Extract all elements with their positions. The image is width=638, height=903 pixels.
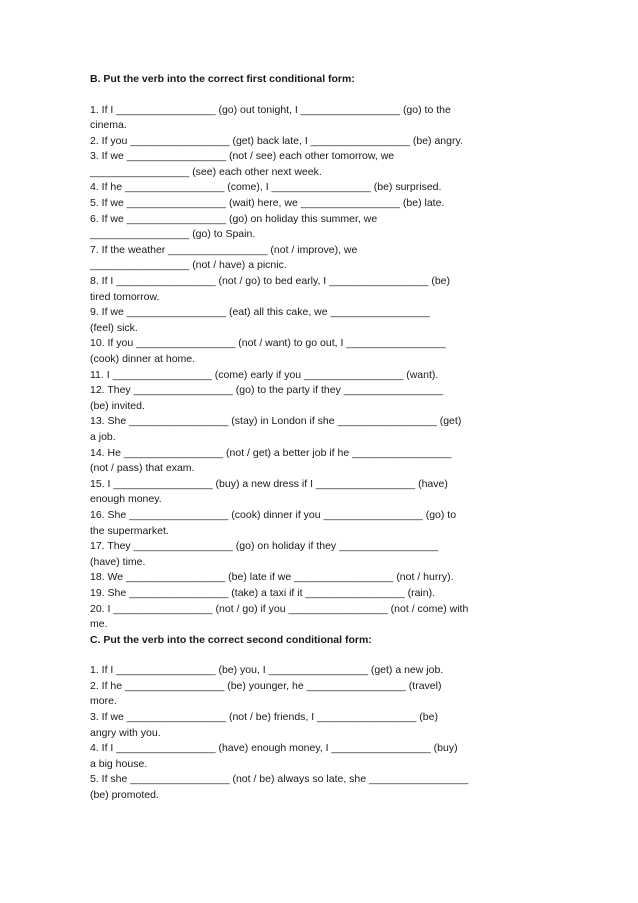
exercise-line: 1. If I _________________ (be) you, I _________________ (get) a new job. xyxy=(90,664,444,677)
exercise-line: 1. If I _________________ (go) out tonight, I _________________ (go) to the xyxy=(90,103,451,116)
exercise-line: 19. She _________________ (take) a taxi if it _________________ (rain). xyxy=(90,586,436,599)
section-b-exercises xyxy=(90,103,530,633)
exercise-line: 8. If I _________________ (not / go) to bed early, I _________________ (be) xyxy=(90,275,451,288)
exercise-line: tired tomorrow. xyxy=(90,290,160,303)
exercise-line: 2. If you _________________ (get) back late, I _________________ (be) angry. xyxy=(90,134,463,147)
exercise-line: _________________ (not / have) a picnic. xyxy=(90,259,287,272)
exercise-line: 4. If he _________________ (come), I _________________ (be) surprised. xyxy=(90,181,442,194)
exercise-line: (be) invited. xyxy=(90,399,145,412)
exercise-line: 15. I _________________ (buy) a new dress if I _________________ (have) xyxy=(90,477,448,490)
exercise-line: angry with you. xyxy=(90,726,161,739)
exercise-line: 3. If we _________________ (not / see) each other tomorrow, we xyxy=(90,150,395,163)
section-c-exercises xyxy=(90,663,530,803)
section-b-heading: B. Put the verb into the correct first conditional form: xyxy=(90,73,355,85)
exercise-line: 2. If he _________________ (be) younger, he _________________ (travel) xyxy=(90,679,442,692)
exercise-line: enough money. xyxy=(90,493,162,506)
exercise-line: more. xyxy=(90,695,117,708)
exercise-line: 5. If she _________________ (not / be) always so late, she _________________ xyxy=(90,773,469,786)
exercise-line: 11. I _________________ (come) early if you _________________ (want). xyxy=(90,368,439,381)
exercise-line: 3. If we _________________ (not / be) friends, I _________________ (be) xyxy=(90,710,438,723)
exercise-line: 18. We _________________ (be) late if we _________________ (not / hurry). xyxy=(90,571,454,584)
exercise-line: 12. They _________________ (go) to the party if they _________________ xyxy=(90,384,444,397)
exercise-line: (be) promoted. xyxy=(90,788,159,801)
worksheet-page xyxy=(90,72,530,804)
exercise-line: 16. She _________________ (cook) dinner if you _________________ (go) to xyxy=(90,508,457,521)
exercise-line: _________________ (see) each other next week. xyxy=(90,165,322,178)
exercise-line: 7. If the weather _________________ (not / improve), we xyxy=(90,243,358,256)
exercise-line: 14. He _________________ (not / get) a better job if he _________________ xyxy=(90,446,452,459)
exercise-line: _________________ (go) to Spain. xyxy=(90,228,256,241)
exercise-line: 9. If we _________________ (eat) all this cake, we _________________ xyxy=(90,306,430,319)
exercise-line: 4. If I _________________ (have) enough money, I _________________ (buy) xyxy=(90,742,458,755)
exercise-line: (not / pass) that exam. xyxy=(90,462,195,475)
exercise-line: 10. If you _________________ (not / want) to go out, I _________________ xyxy=(90,337,446,350)
exercise-line: (feel) sick. xyxy=(90,321,138,334)
section-c-heading: C. Put the verb into the correct second conditional form: xyxy=(90,633,372,646)
exercise-line: 20. I _________________ (not / go) if you _________________ (not / come) with xyxy=(90,602,469,615)
exercise-line: cinema. xyxy=(90,119,127,132)
exercise-line: a job. xyxy=(90,430,116,443)
exercise-line: me. xyxy=(90,618,108,631)
exercise-line: 17. They _________________ (go) on holiday if they _________________ xyxy=(90,540,439,553)
exercise-line: a big house. xyxy=(90,757,148,770)
exercise-line: (have) time. xyxy=(90,555,146,568)
exercise-line: 6. If we _________________ (go) on holiday this summer, we xyxy=(90,212,378,225)
exercise-line: 5. If we _________________ (wait) here, we _________________ (be) late. xyxy=(90,197,445,210)
exercise-line: the supermarket. xyxy=(90,524,169,537)
exercise-line: 13. She _________________ (stay) in London if she _________________ (get) xyxy=(90,415,462,428)
exercise-line: (cook) dinner at home. xyxy=(90,353,196,365)
